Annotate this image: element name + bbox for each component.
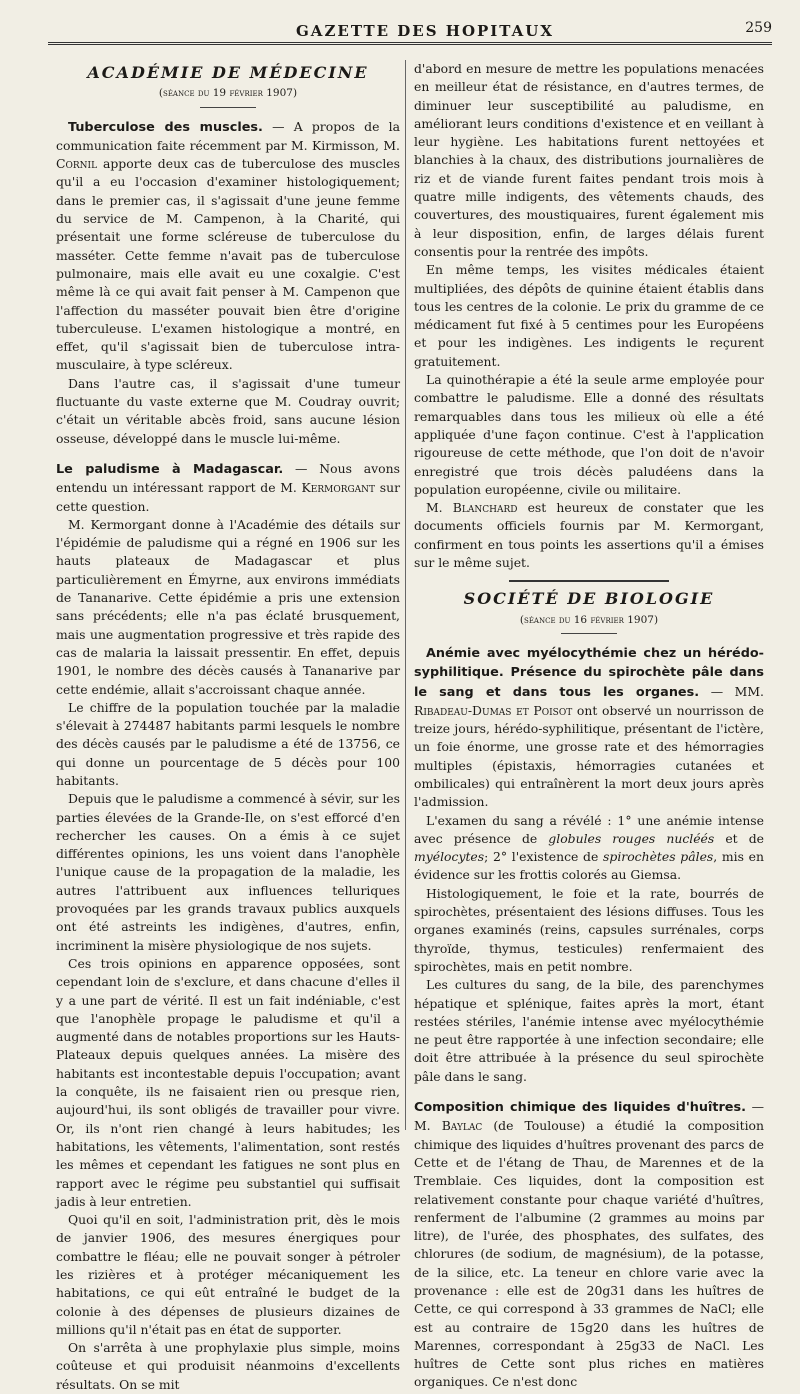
left-column [56, 60, 400, 1394]
italic-term: globules rouges nucléés [548, 830, 715, 846]
paragraph: Depuis que le paludisme a commencé à sévir, sur les parties élevées de la Grande-Ile, on s'est efforcé d'en rechercher les causes. On a émis à ce sujet différentes opinions, les uns voient dans l'anophèle l'unique cause de la propagation de la maladie, les autres l'attribuent aux influences telluriques provoquées par les grands travaux publics auxquels ont été astreints les indigènes, d'autres, enfin, incriminent la misère physiologique de nos sujets. [56, 791, 400, 953]
author-name: M. Blanchard [426, 500, 518, 516]
text: , mis en évidence sur les frottis colorés au Giemsa. [414, 849, 764, 883]
right-column [414, 60, 764, 1392]
journal-title: GAZETTE DES HOPITAUX [296, 22, 555, 40]
paragraph: On s'arrêta à une prophylaxie plus simple, moins coûteuse et qui produisit néanmoins d'excellents résultats. On se mit [56, 1340, 400, 1392]
section-title-biologie: SOCIÉTÉ DE BIOLOGIE [463, 589, 715, 609]
article-heading-paludisme: Le paludisme à Madagascar. [56, 461, 284, 477]
running-head [0, 20, 800, 42]
ornamental-divider [509, 580, 669, 582]
column-separator [405, 60, 406, 1130]
paragraph: La quinothérapie a été la seule arme employée pour combattre le paludisme. Elle a donné des résultats remarquables dans tous les milieux où elle a été appliquée d'une façon continue. C'est à l'application rigoureuse de cette méthode, que l'on doit de n'avoir enregistré que trois décès paludéens dans la population européenne, civile ou militaire. [414, 372, 764, 497]
paragraph [414, 812, 764, 885]
text: L'examen du sang a révélé : 1° une anémie intense avec présence de [414, 812, 764, 846]
paragraph [56, 460, 400, 516]
text: est heureux de constater que les documents officiels fournis par M. Kermorgant, confirment en tous points les assertions qu'il a émises sur le même sujet. [414, 500, 764, 571]
text: — A propos de la communication faite récemment par M. Kirmisson, M. [56, 118, 400, 153]
author-name: Kermorgant [301, 480, 376, 496]
author-name: Cornil [56, 156, 98, 172]
session-date-biologie: (séance du 16 février 1907) [519, 613, 659, 626]
text: — M. [414, 1099, 764, 1134]
paragraph [56, 118, 400, 375]
italic-term: spirochètes pâles [603, 849, 714, 865]
article-heading-tuberculose: Tuberculose des muscles. [68, 119, 263, 135]
article-heading-huitres: Composition chimique des liquides d'huîtres. [414, 1100, 746, 1116]
paragraph: Dans l'autre cas, il s'agissait d'une tumeur fluctuante du vaste externe que M. Coudray ouvrit; c'était un véritable abcès froid, sans aucune lésion osseuse, développé dans le muscle lui-même. [56, 375, 400, 446]
text: ; 2° l'existence de [484, 849, 604, 865]
paragraph: Quoi qu'il en soit, l'administration prit, dès le mois de janvier 1906, des mesures énergiques pour combattre le fléau; elle ne pouvait songer à pétroler les rizières et à protéger mécaniquement les habitations, ce qui eût entraîné le budget de la colonie à des dépenses de plusieurs dizaines de millions qu'il n'était pas en état de supporter. [56, 1212, 400, 1337]
author-name: Ribadeau-Dumas et Poisot [414, 702, 573, 718]
header-rule [48, 42, 772, 45]
paragraph: Ces trois opinions en apparence opposées, sont cependant loin de s'exclure, et dans chacune d'elles il y a une part de vérité. Il est un fait indéniable, c'est que l'anophèle propage le paludisme et qu'il a augmenté dans de notables proportions sur les Hauts-Plateaux depuis quelques années. La misère des habitants est incontestable depuis l'occupation; avant la conquête, ils ne faisaient rien ou presque rien, aujourd'hui, ils sont obligés de travailler pour vivre. Or, ils n'ont rien changé à leurs habitudes; les habitations, les vêtements, l'alimentation, sont restés les mêmes et cependant les fatigues ne sont plus en rapport avec le régime peu substantiel qui suffisait jadis à leur entretien. [56, 955, 400, 1209]
text: apporte deux cas de tuberculose des muscles qu'il a eu l'occasion d'examiner histologiquement; dans le premier cas, il s'agissait d'une jeune femme du service de M. Campenon, à la Charité, qui présentait une forme scléreuse de tuberculose du masséter. Cette femme n'avait pas de tuberculose pulmonaire, mais elle avait eu une coxalgie. C'est même là ce qui avait fait penser à M. Campenon que l'affection du masséter pouvait bien être d'origine tuberculeuse. L'examen histologique a montré, en effet, qu'il s'agissait bien de tuberculose intra-musculaire, à type scléreux. [56, 156, 400, 373]
italic-term: myélocytes [414, 849, 485, 865]
text: sur cette question. [56, 480, 400, 514]
paragraph [414, 644, 764, 812]
author-name: Baylac [441, 1118, 483, 1134]
paragraph [414, 499, 764, 572]
text: — MM. [699, 683, 764, 699]
text: — Nous avons entendu un intéressant rapport de M. [56, 460, 400, 496]
page-number: 259 [745, 20, 772, 36]
paragraph: En même temps, les visites médicales étaient multipliées, des dépôts de quinine étaient établis dans tous les centres de la colonie. Le prix du gramme de ce médicament fut fixé à 5 centimes pour les Européens et pour les indigènes. Les indigents le reçurent gratuitement. [414, 262, 764, 369]
section-title-academie: ACADÉMIE DE MÉDECINE [87, 63, 369, 82]
paragraph: M. Kermorgant donne à l'Académie des détails sur l'épidémie de paludisme qui a régné en 1906 sur les hauts plateaux de Madagascar et plus particulièrement en Émyrne, aux environs immédiats de Tananarive. Cette épidémie a pris une extension sans précédents; elle n'a pas éclaté brusquement, mais une augmentation progressive et très rapide des cas de malaria la laissait pressentir. En effet, depuis 1901, le nombre des décès causés à Tananarive par cette endémie, allait s'accroissant chaque année. [56, 516, 400, 697]
session-date-academie: (séance du 19 février 1907) [158, 87, 298, 100]
paragraph: Les cultures du sang, de la bile, des parenchymes hépatique et splénique, faites après la mort, étant restées stériles, l'anémie intense avec myélocythémie ne peut être rapportée à une infection secondaire; elle doit être attribuée à la présence du seul spirochète pâle dans le sang. [414, 977, 764, 1084]
divider [561, 633, 617, 634]
paragraph: d'abord en mesure de mettre les populations menacées en meilleur état de résistance, en d'autres termes, de diminuer leur susceptibilité au paludisme, en améliorant leurs conditions d'existence et en veillant à leur hygiène. Les habitations furent nettoyées et blanchies à la chaux, des distributions journalières de riz et de viande furent faites pendant trois mois à quatre mille indigents, des vêtements chauds, des couvertures, des moustiquaires, furent également mis à leur disposition, enfin, de larges délais furent consentis pour la rentrée des impôts. [414, 61, 764, 259]
paragraph: Histologiquement, le foie et la rate, bourrés de spirochètes, présentaient des lésions diffuses. Tous les organes examinés (reins, capsules surrénales, corps thyroïde, thymus, testicules) renfermaient des spirochètes, mais en petit nombre. [414, 885, 764, 974]
text: ont observé un nourrisson de treize jours, hérédo-syphilitique, présentant de l'ictère, un foie énorme, une grosse rate et des hémorragies multiples (épistaxis, hémorragies cutanées et ombilicales) qui entraînèrent la mort deux jours après l'admission. [414, 702, 764, 810]
article-heading-anemie: Anémie avec myélocythémie chez un hérédo-syphilitique. Présence du spirochète pâle dans le sang et dans tous les organes. [414, 645, 764, 700]
paragraph: Le chiffre de la population touchée par la maladie s'élevait à 274487 habitants parmi lesquels le nombre des décès causés par le paludisme a été de 13756, ce qui donne un pourcentage de 5 décès pour 100 habitants. [56, 699, 400, 788]
divider [200, 107, 256, 108]
paragraph [414, 1098, 764, 1392]
text: et de [714, 830, 764, 846]
text: (de Toulouse) a étudié la composition chimique des liquides d'huîtres provenant des parcs de Cette et de l'étang de Thau, de Marennes et de la Tremblaie. Ces liquides, dont la composition est relativement constante pour chaque variété d'huîtres, renferment de l'albumine (2 grammes au moins par litre), de l'urée, des phosphates, des sulfates, des chlorures (de sodium, de magnésium), de la potasse, de la silice, etc. La teneur en chlore varie avec la provenance : elle est de 20g31 dans les huîtres de Cette, ce qui correspond à 33 grammes de NaCl; elle est au contraire de 15g20 dans les huîtres de Marennes, correspondant à 25g33 de NaCl. Les huîtres de Cette sont plus riches en matières organiques. Ce n'est donc [414, 1118, 764, 1390]
